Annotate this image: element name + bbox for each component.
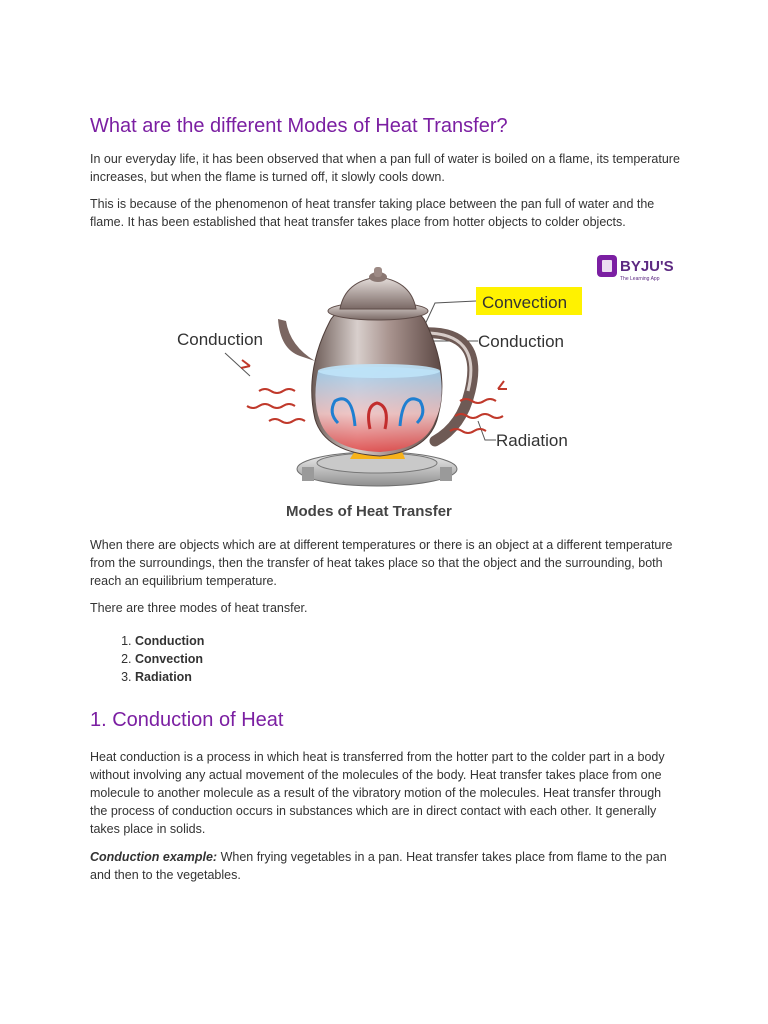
modes-list [90, 632, 680, 686]
intro-paragraph-1: In our everyday life, it has been observed that when a pan full of water is boiled on a flame, its temperature increases, but when the flame is turned off, it slowly cools down. [90, 152, 680, 184]
example-text: When frying vegetables in a pan. Heat transfer takes place from flame to the pan and then to the vegetables. [90, 850, 667, 882]
byjus-logo [597, 255, 674, 282]
section-heading-conduction: 1. Conduction of Heat [90, 709, 284, 731]
section-1-body: Heat conduction is a process in which heat is transferred from the hotter part to the colder part in a body without involving any actual movement of the molecules of the body. Heat transfer takes place from one molecule to another molecule as a result of the vibratory motion of the molecules. Heat transfer through the process of conduction occurs in substances which are in direct contact with each other. It generally takes place in solids. [90, 750, 665, 836]
list-item: 1. Conduction [135, 632, 680, 650]
article-content [90, 112, 680, 884]
label-convection: Convection [482, 293, 568, 312]
list-item: 3. Radiation [135, 668, 680, 686]
list-item: 2. Convection [135, 650, 680, 668]
paragraph-3: When there are objects which are at different temperatures or there is an object at a different temperature from the surroundings, then the transfer of heat takes place so that the object and the surrounding, both reach an equilibrium temperature. [90, 538, 673, 588]
radiation-arrows-left [241, 360, 305, 423]
paragraph-4: There are three modes of heat transfer. [90, 601, 308, 615]
example-label: Conduction example: [90, 850, 218, 864]
intro-paragraph-2: This is because of the phenomenon of heat transfer taking place between the pan full of water and the flame. It has been established that heat transfer takes place from hotter objects to colder objects. [90, 197, 655, 229]
heat-transfer-figure [90, 241, 680, 526]
brand-name: BYJU'S [620, 258, 674, 275]
label-conduction-right: Conduction [478, 332, 565, 351]
label-radiation: Radiation [496, 431, 568, 450]
article-title: What are the different Modes of Heat Transfer? [90, 115, 508, 137]
label-conduction-left: Conduction [177, 330, 264, 349]
conduction-example [90, 848, 680, 884]
kettle-diagram [90, 241, 680, 526]
figure-caption: Modes of Heat Transfer [286, 503, 452, 520]
brand-tagline: The Learning App [620, 276, 660, 282]
